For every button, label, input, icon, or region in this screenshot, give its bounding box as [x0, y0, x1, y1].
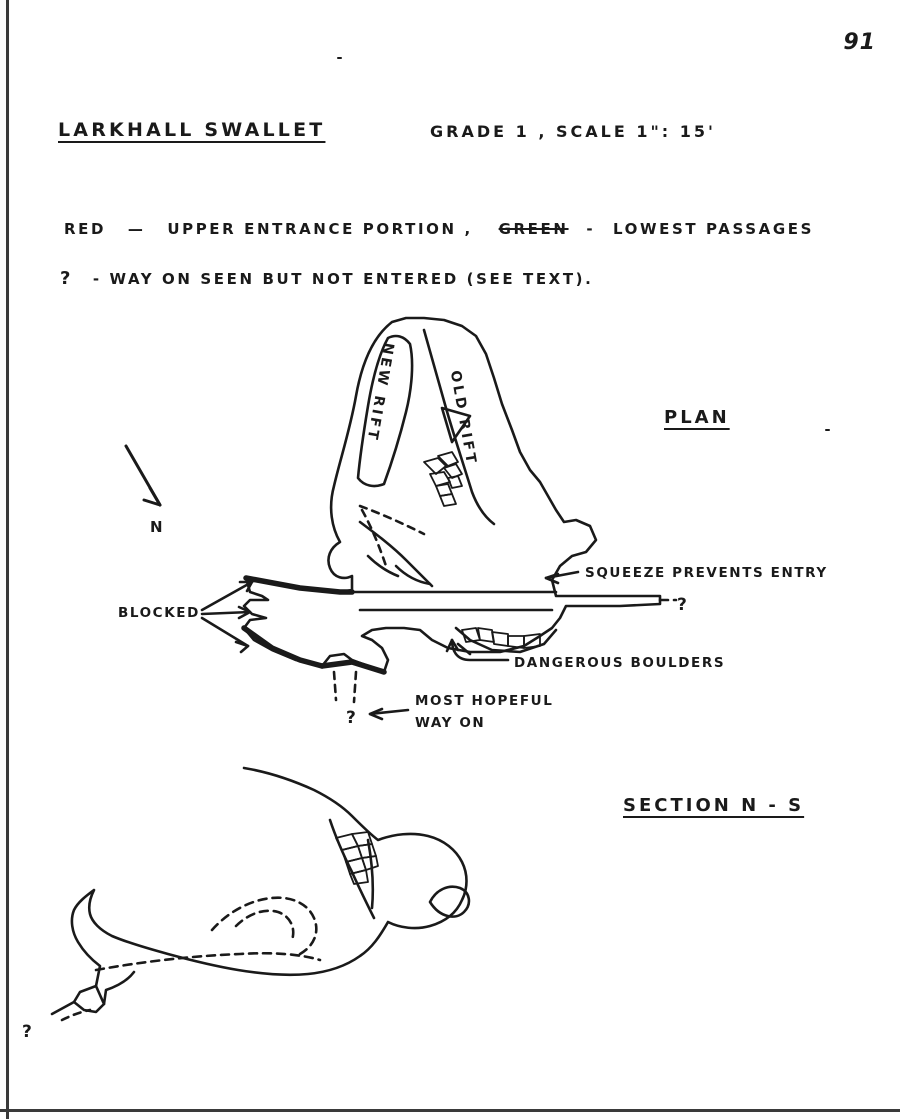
legend-question-mark: ?: [60, 268, 74, 289]
plan-question-mark-right: ?: [677, 595, 690, 615]
label-most-hopeful-way-on-line2: WAY ON: [415, 715, 486, 731]
section-heading: SECTION N - S: [623, 795, 805, 816]
legend-green-label: GREEN: [498, 220, 569, 238]
legend-dash-2: -: [586, 220, 596, 238]
label-new-rift: NEW RIFT: [363, 341, 397, 444]
legend-red-label: RED: [64, 220, 107, 238]
page-number: 91: [843, 30, 876, 55]
legend-question-text: - WAY ON SEEN BUT NOT ENTERED (SEE TEXT).: [92, 270, 594, 288]
label-old-rift: OLD RIFT: [446, 369, 480, 468]
page-edge-left: [6, 0, 9, 1119]
legend-line-2: [60, 268, 593, 289]
page-edge-bottom: [0, 1109, 900, 1112]
legend-line-1: [64, 220, 814, 238]
plan-heading: PLAN: [664, 407, 730, 428]
legend-red-text: UPPER ENTRANCE PORTION ,: [167, 220, 473, 238]
legend-dash-1: —: [127, 220, 146, 238]
north-arrow-label: N: [150, 518, 164, 536]
plan-question-mark-bottom: ?: [346, 708, 359, 728]
legend-green-text: LOWEST PASSAGES: [613, 220, 814, 238]
label-blocked: BLOCKED: [118, 605, 200, 621]
label-dangerous-boulders: DANGEROUS BOULDERS: [514, 655, 726, 671]
label-squeeze-prevents-entry: SQUEEZE PREVENTS ENTRY: [585, 565, 828, 581]
label-most-hopeful-way-on-line1: MOST HOPEFUL: [415, 693, 554, 709]
grade-scale-text: GRADE 1 , SCALE 1": 15': [430, 122, 716, 141]
page-title: LARKHALL SWALLET: [58, 119, 326, 141]
section-question-mark-left: ?: [22, 1022, 35, 1042]
